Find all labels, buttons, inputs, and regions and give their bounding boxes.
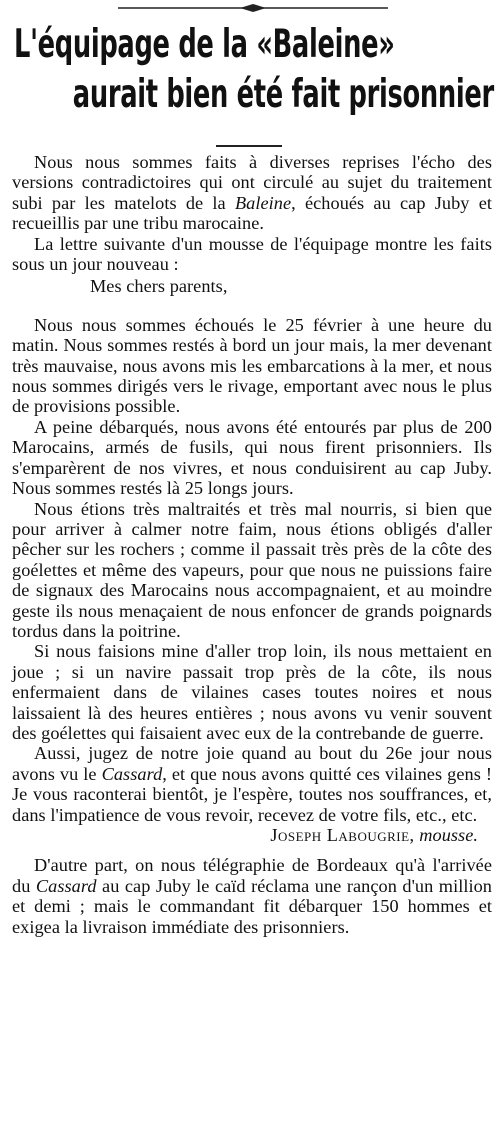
- letter-signature: [12, 825, 492, 845]
- ship-name: Baleine: [234, 192, 292, 213]
- letter-paragraph-1: Nous nous sommes échoués le 25 février à une heure du matin. Nous sommes restés à bord un jour mais, la mer devenant très mauvaise, nous avons mis les embarcations à la mer, et nous nous sommes dirigés vers le rivage, emportant avec nous le plus de provisions possible.: [12, 314, 492, 417]
- intro-paragraph-1: Nous nous sommes faits à diverses reprises l'écho des versions contradictoires qui ont circulé au sujet du traitement subi par les matelots de la Baleine, échoués au cap Juby et recueillis par une tribu marocaine.: [12, 152, 492, 234]
- intro-paragraph-2: La lettre suivante d'un mousse de l'équipage montre les faits sous un jour nouveau :: [12, 233, 492, 275]
- article-headline: [14, 20, 494, 120]
- letter-paragraph-3: Nous étions très maltraités et très mal nourris, si bien que pour arriver à calmer notre faim, nous étions obligés d'aller pêcher sur les rochers ; comme il passait très près de la côte des goélettes et même des vapeurs, pour que nous ne puissions faire de signaux des Marocains nous accompagnaient, et au moindre geste ils nous menaçaient de nous enfoncer de grands poignards tordus dans la poitrine.: [12, 498, 492, 641]
- letter-greeting: Mes chers parents,: [90, 276, 228, 297]
- closing-paragraph: D'autre part, on nous télégraphie de Bordeaux qu'à l'arrivée du Cassard au cap Juby le caïd réclama une rançon d'un million et demi ; mais le commandant fit débarquer 150 hommes et exigea la livraison immédiate des prisonniers.: [12, 855, 492, 937]
- ship-name: Cassard: [101, 763, 163, 784]
- ship-name: Cassard: [35, 875, 97, 896]
- signature-role: mousse.: [419, 825, 478, 845]
- signature-name: Joseph Labougrie,: [270, 825, 415, 845]
- headline-line-1: L'équipage de la «Baleine»: [14, 22, 395, 67]
- headline-line-2: aurait bien été fait prisonnier: [72, 72, 494, 117]
- headline-divider: [216, 145, 282, 147]
- letter-paragraph-4: Si nous faisions mine d'aller trop loin, ils nous mettaient en joue ; si un navire passait trop près de la côte, ils nous enfermaient dans de vilaines cases toutes noires et nous laissaient là des heures entières ; nous avons vu venir souvent des goélettes qui faisaient avec eux de la contrebande de guerre.: [12, 641, 492, 743]
- article-body: [12, 152, 492, 937]
- top-rule-ornament: [118, 3, 388, 13]
- letter-paragraph-2: A peine débarqués, nous avons été entourés par plus de 200 Marocains, armés de fusils, qui nous firent prisonniers. Ils s'emparèrent de nos vivres, et nous conduisirent au cap Juby. Nous sommes restés là 25 longs jours.: [12, 416, 492, 499]
- letter-paragraph-5: Aussi, jugez de notre joie quand au bout du 26e jour nous avons vu le Cassard, et que nous avons quitté ces vilaines gens ! Je vous raconterai bientôt, je l'espère, toutes nos souffrances, et, dans l'impatience de vous revoir, recevez de votre fils, etc., etc.: [12, 743, 493, 825]
